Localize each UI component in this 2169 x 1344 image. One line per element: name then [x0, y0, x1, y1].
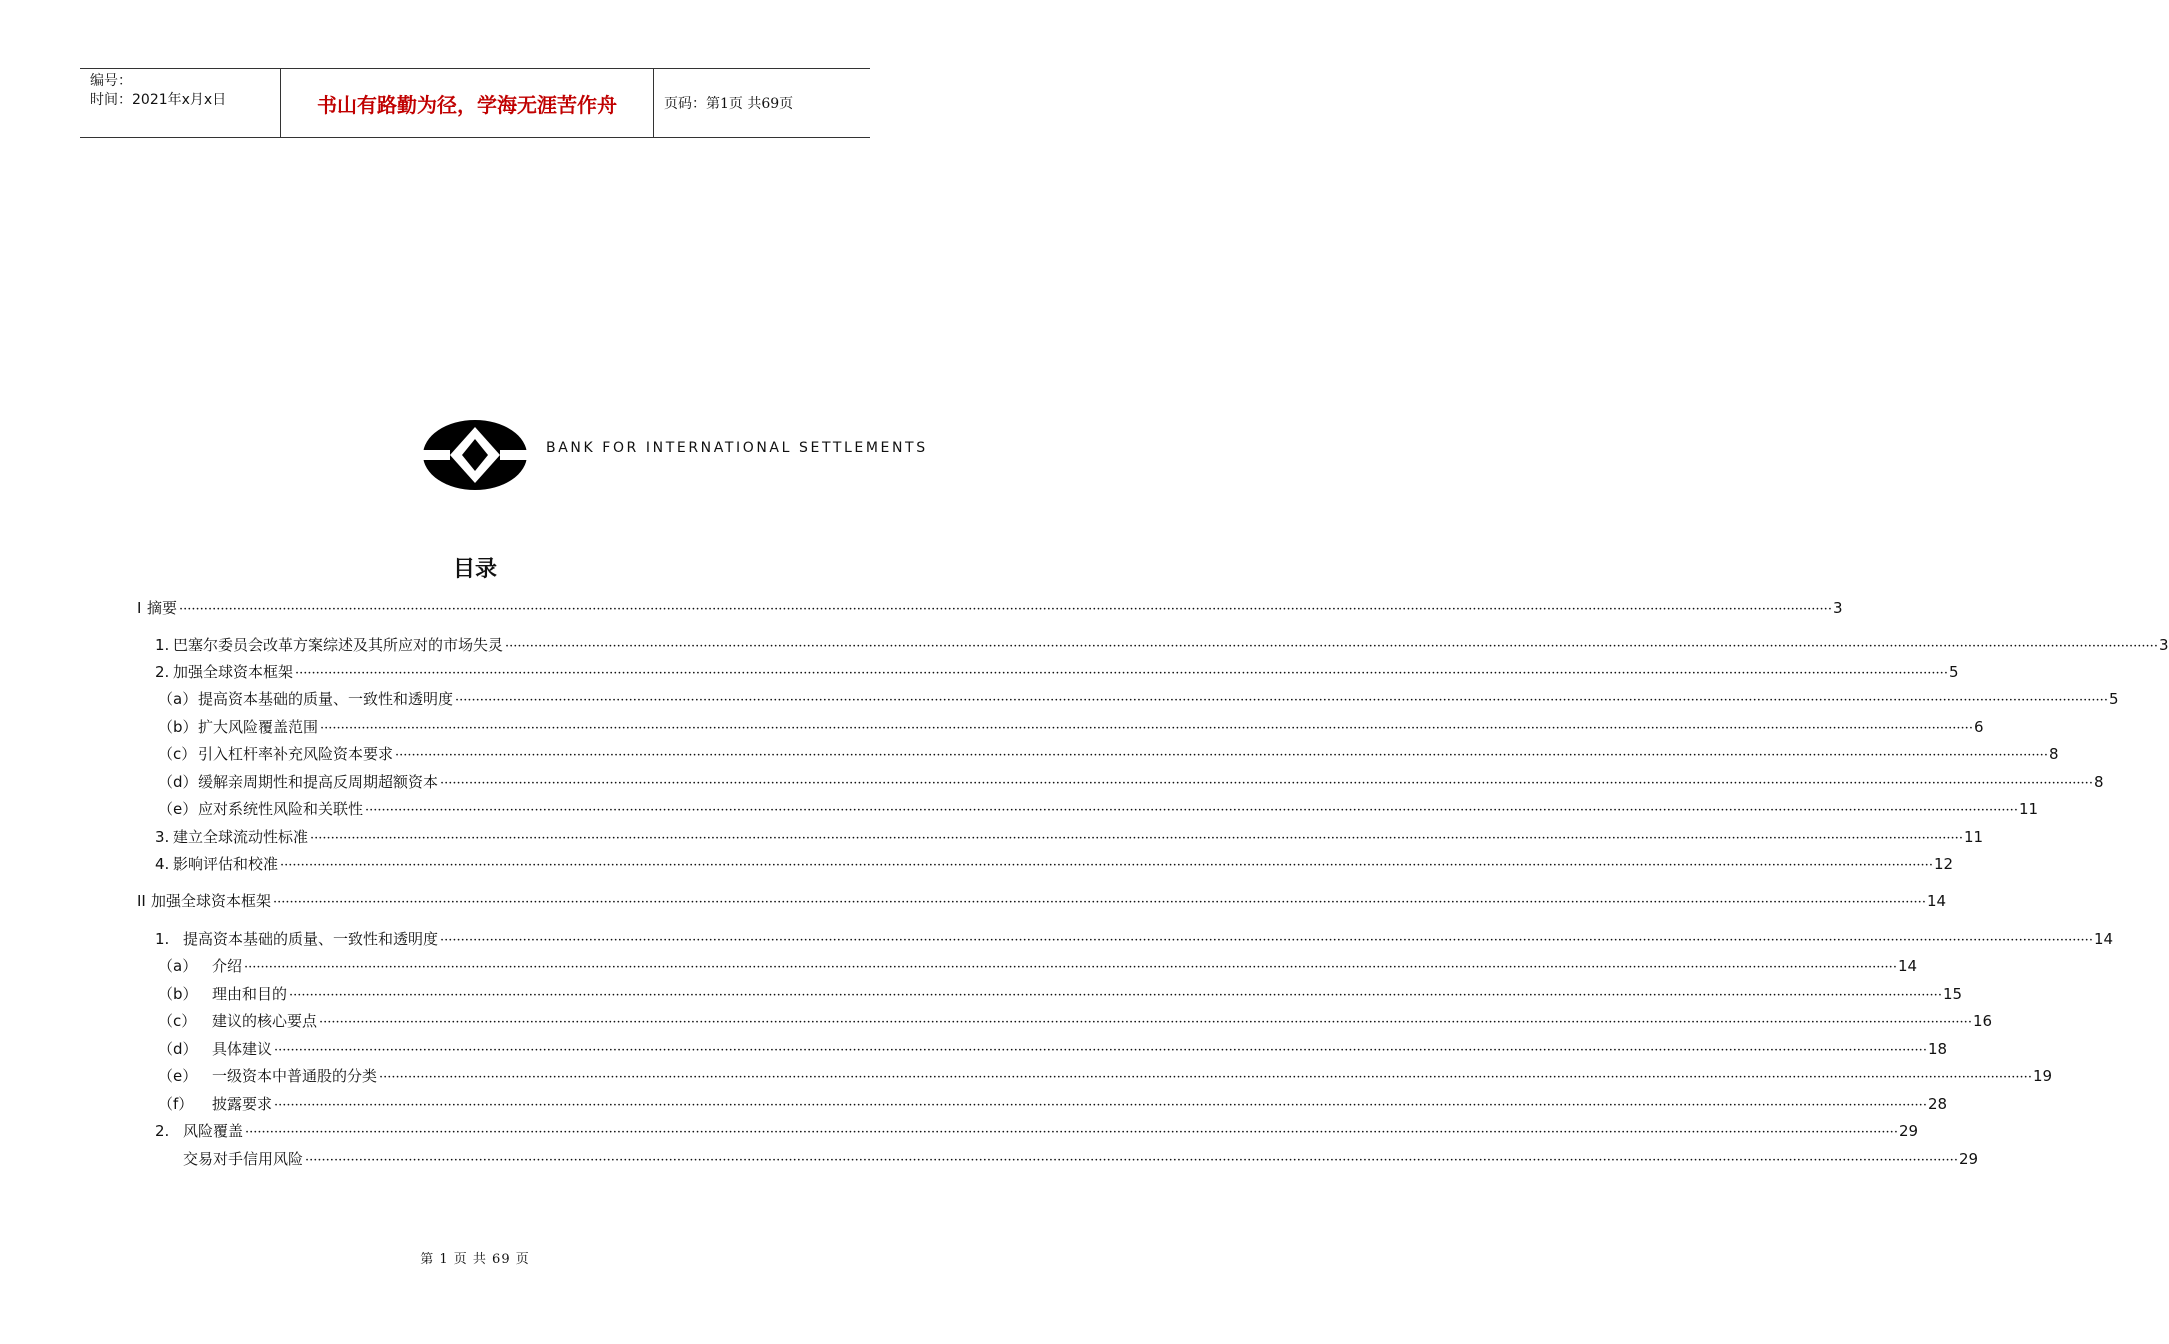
toc-entry-label: 建立全球流动性标准: [173, 828, 309, 846]
toc-entry-page: 28: [1927, 1095, 1948, 1113]
toc-entry-number: （c）: [158, 745, 197, 763]
toc-entry-page: 11: [2018, 800, 2039, 818]
toc-entry-label: 影响评估和校准: [173, 855, 279, 873]
toc-entry-label: 交易对手信用风险: [183, 1150, 304, 1168]
toc-entry-page: 29: [1958, 1150, 1979, 1168]
toc-entry-label: 摘要: [147, 599, 178, 617]
toc-entry-page: 14: [1897, 957, 1918, 975]
toc-entry[interactable]: [137, 890, 1947, 912]
toc-entry[interactable]: [155, 1120, 1919, 1142]
toc-entry-number: （d）: [158, 773, 198, 791]
toc-entry-number: 4.: [155, 855, 170, 873]
toc-entry-page: 5: [1948, 663, 1959, 681]
toc-entry-number: I: [137, 599, 142, 617]
toc-entry-page: 15: [1942, 985, 1963, 1003]
toc-entry-page: 18: [1927, 1040, 1948, 1058]
toc-leader-dots: ················································································································································································································································································································································································································: [365, 803, 2018, 818]
toc-leader-dots: ················································································································································································································································································································································································································: [295, 666, 1948, 681]
toc-entry[interactable]: [155, 853, 1954, 875]
toc-entry[interactable]: [158, 1065, 2053, 1087]
toc-entry-label: 提高资本基础的质量、一致性和透明度: [198, 690, 454, 708]
toc-entry-page: 8: [2093, 773, 2104, 791]
toc-entry[interactable]: [155, 928, 2114, 950]
page-footer: 第 1 页 共 69 页: [420, 1252, 530, 1267]
toc-entry[interactable]: [155, 661, 1959, 683]
toc-leader-dots: ················································································································································································································································································································································································································: [274, 1098, 1927, 1113]
toc-entry-label: 引入杠杆率补充风险资本要求: [198, 745, 394, 763]
toc-entry[interactable]: [155, 1148, 1979, 1170]
header-meta: [80, 69, 281, 137]
toc-entry[interactable]: [155, 826, 1984, 848]
toc-entry-number: 3.: [155, 828, 170, 846]
toc-entry-number: （e）: [158, 1067, 198, 1085]
toc-entry-page: 29: [1898, 1122, 1919, 1140]
toc-leader-dots: ················································································································································································································································································································································································································: [379, 1070, 2032, 1085]
toc-entry-number: 2.: [155, 1122, 170, 1140]
toc-entry[interactable]: [158, 716, 1984, 738]
toc-entry-label: 巴塞尔委员会改革方案综述及其所应对的市场失灵: [173, 636, 504, 654]
toc-entry-label: 建议的核心要点: [212, 1012, 318, 1030]
toc-entry-page: 12: [1933, 855, 1954, 873]
toc-leader-dots: ················································································································································································································································································································································································································: [244, 960, 1897, 975]
toc-title: 目录: [452, 556, 497, 582]
toc-entry-page: 3: [1832, 599, 1843, 617]
toc-leader-dots: ················································································································································································································································································································································································································: [395, 748, 2048, 763]
toc-entry[interactable]: [158, 798, 2039, 820]
toc-leader-dots: ················································································································································································································································································································································································································: [305, 1153, 1958, 1168]
doc-number-label: 编号：: [90, 73, 132, 89]
toc-entry-label: 具体建议: [212, 1040, 273, 1058]
toc-entry[interactable]: [158, 771, 2104, 793]
toc-entry[interactable]: [158, 1093, 1948, 1115]
toc-entry-page: 14: [1926, 892, 1947, 910]
toc-leader-dots: ················································································································································································································································································································································································································: [310, 831, 1963, 846]
toc-entry-label: 加强全球资本框架: [173, 663, 294, 681]
toc-leader-dots: ················································································································································································································································································································································································································: [440, 776, 2093, 791]
toc-entry[interactable]: [158, 1038, 1948, 1060]
toc-entry-page: 3: [2158, 636, 2169, 654]
toc-leader-dots: ················································································································································································································································································································································································································: [274, 1043, 1927, 1058]
toc-entry-label: 缓解亲周期性和提高反周期超额资本: [198, 773, 439, 791]
toc-entry-number: II: [137, 892, 146, 910]
toc-leader-dots: ················································································································································································································································································································································································································: [505, 639, 2158, 654]
toc-entry-label: 理由和目的: [212, 985, 288, 1003]
toc-entry-page: 11: [1963, 828, 1984, 846]
toc-entry-label: 风险覆盖: [183, 1122, 244, 1140]
toc-entry-number: （b）: [158, 718, 198, 736]
toc-leader-dots: ················································································································································································································································································································································································································: [319, 1015, 1972, 1030]
bis-logo-icon: [422, 419, 528, 491]
toc-entry[interactable]: [158, 743, 2059, 765]
toc-leader-dots: ················································································································································································································································································································································································································: [245, 1125, 1898, 1140]
toc-entry-number: （b）: [158, 985, 198, 1003]
bis-org-name: BANK FOR INTERNATIONAL SETTLEMENTS: [546, 440, 928, 456]
toc-entry-number: 1.: [155, 636, 170, 654]
toc-entry-label: 应对系统性风险和关联性: [198, 800, 364, 818]
toc-entry[interactable]: [158, 983, 1963, 1005]
toc-entry[interactable]: [155, 634, 2169, 656]
toc-entry-number: 2.: [155, 663, 170, 681]
toc-entry-page: 19: [2032, 1067, 2053, 1085]
page-header: [80, 68, 870, 138]
toc-leader-dots: ················································································································································································································································································································································································································: [280, 858, 1933, 873]
toc-entry-number: （e）: [158, 800, 198, 818]
toc-leader-dots: ················································································································································································································································································································································································································: [273, 895, 1926, 910]
toc-entry[interactable]: [158, 688, 2119, 710]
header-page-info: 页码：第1页 共69页: [664, 96, 794, 112]
toc-entry-page: 6: [1973, 718, 1984, 736]
toc-entry-label: 披露要求: [212, 1095, 273, 1113]
toc-entry-label: 提高资本基础的质量、一致性和透明度: [183, 930, 439, 948]
toc-entry-page: 16: [1972, 1012, 1993, 1030]
toc-leader-dots: ················································································································································································································································································································································································································: [440, 933, 2093, 948]
doc-time-label: 时间：2021年x月x日: [90, 92, 227, 108]
toc-entry-label: 一级资本中普通股的分类: [212, 1067, 378, 1085]
toc-leader-dots: ················································································································································································································································································································································································································: [320, 721, 1973, 736]
toc-entry-page: 14: [2093, 930, 2114, 948]
toc-entry-page: 5: [2108, 690, 2119, 708]
header-motto: 书山有路勤为径，学海无涯苦作舟: [281, 69, 654, 137]
toc-entry-page: 8: [2048, 745, 2059, 763]
toc-entry[interactable]: [158, 1010, 1993, 1032]
toc-entry-label: 加强全球资本框架: [151, 892, 272, 910]
toc-entry-number: 1.: [155, 930, 170, 948]
toc-entry-number: （d）: [158, 1040, 198, 1058]
toc-entry-label: 扩大风险覆盖范围: [198, 718, 319, 736]
toc-entry-number: （a）: [158, 957, 198, 975]
toc-entry-number: （f）: [158, 1095, 194, 1113]
toc-entry-number: （a）: [158, 690, 198, 708]
toc-leader-dots: ················································································································································································································································································································································································································: [289, 988, 1942, 1003]
toc-leader-dots: ················································································································································································································································································································································································································: [179, 602, 1832, 617]
toc-entry[interactable]: [137, 597, 1843, 619]
toc-leader-dots: ················································································································································································································································································································································································································: [455, 693, 2108, 708]
toc-entry-number: （c）: [158, 1012, 197, 1030]
toc-entry-label: 介绍: [212, 957, 243, 975]
toc-entry[interactable]: [158, 955, 1918, 977]
